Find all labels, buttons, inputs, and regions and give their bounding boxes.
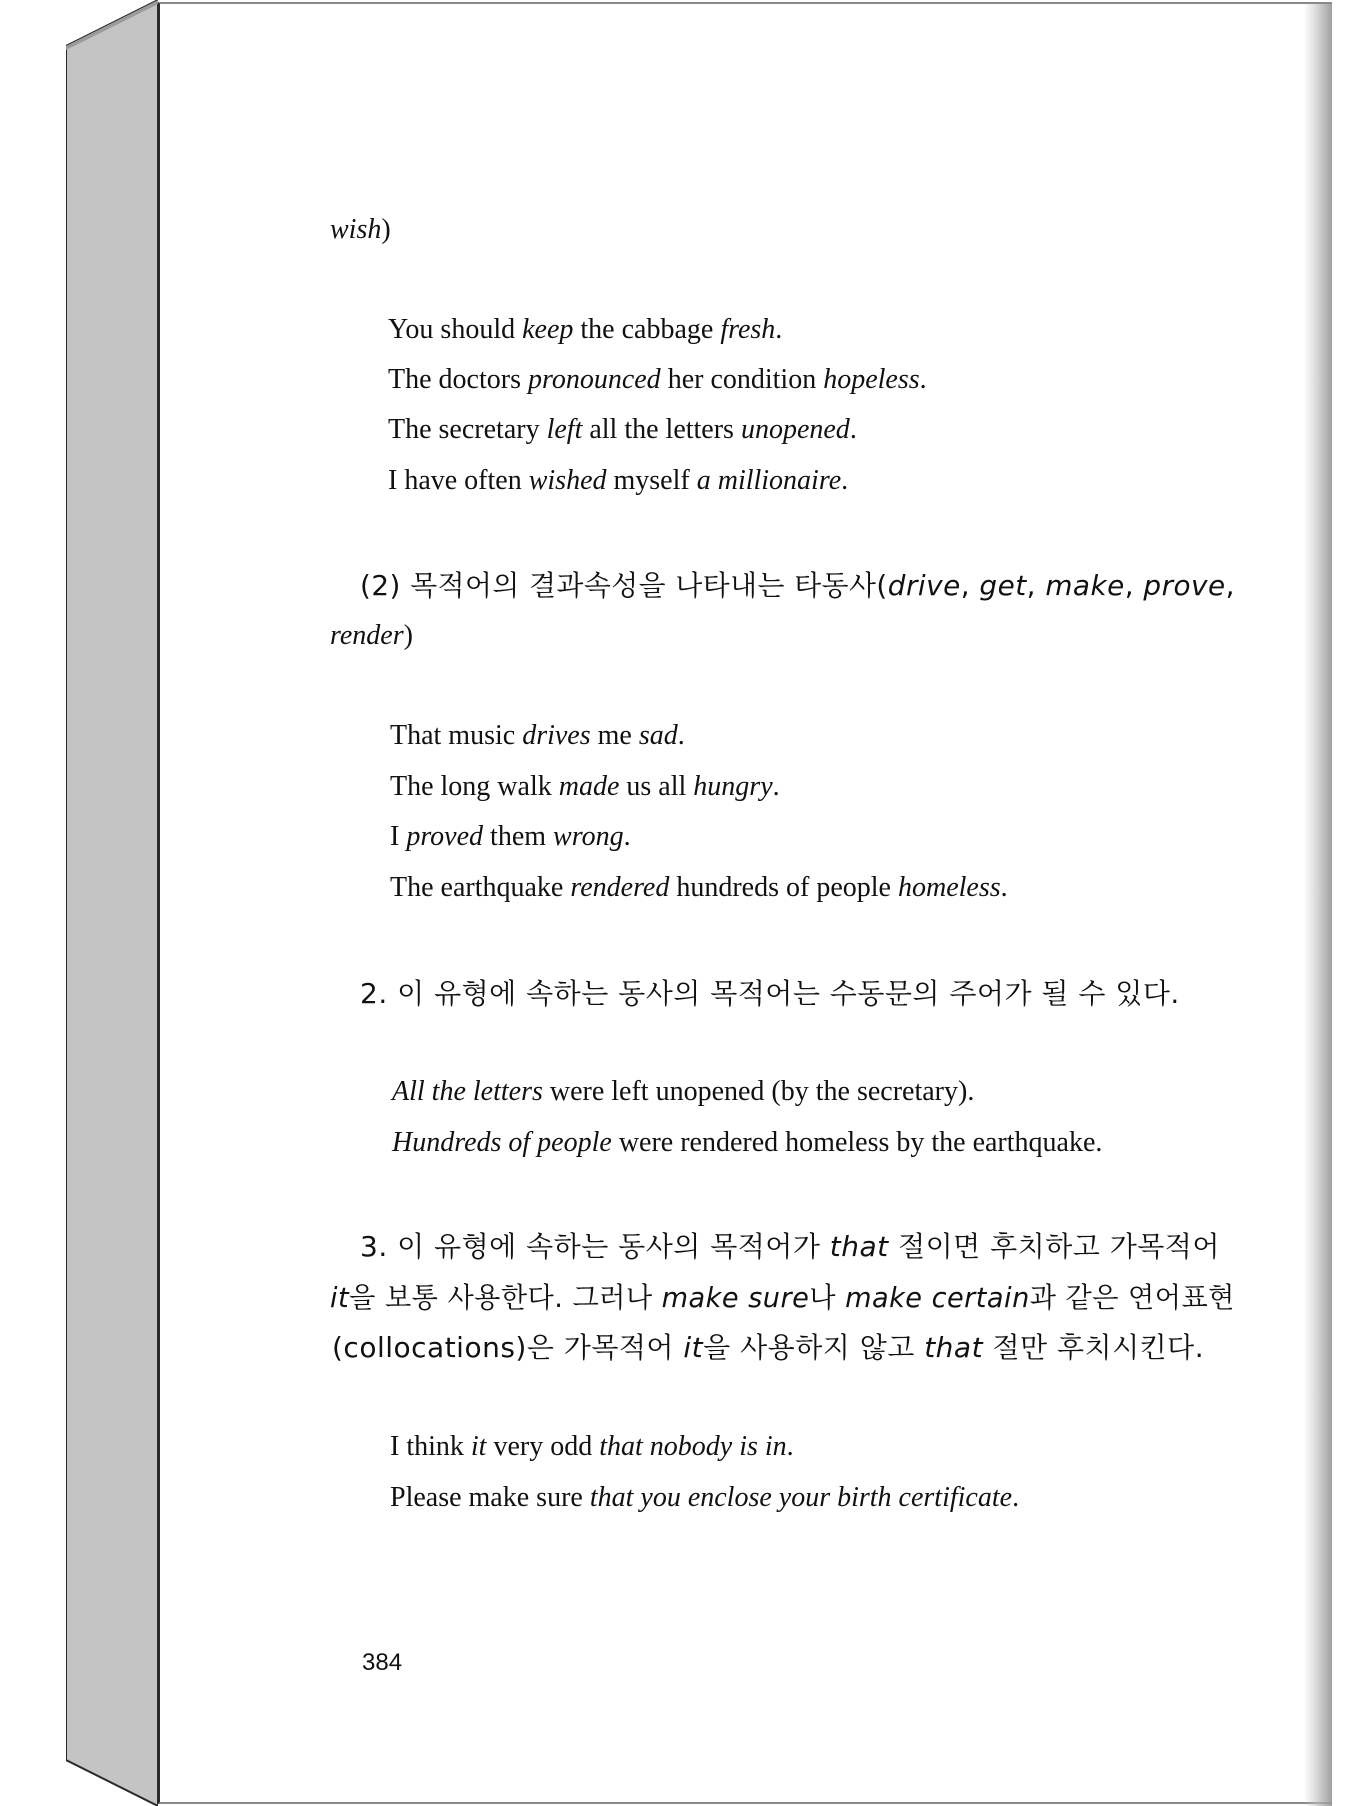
text-line [390,874,1008,902]
text-run: (2) 목적어의 결과속성을 나타내는 타동사( [360,569,888,602]
text-run: . [677,720,685,751]
text-run: very odd [486,1431,600,1462]
text-run: The earthquake [390,872,571,903]
italic-term: keep [522,314,574,345]
text-run: That music [390,720,523,751]
text-line [330,622,413,650]
italic-term: prove [1143,569,1226,602]
italic-term: that you enclose your birth certificate [589,1482,1013,1513]
italic-term: hungry [693,771,773,802]
text-run: , [1225,569,1235,602]
text-run: ) [403,620,413,651]
text-run: were left unopened (by the secretary). [542,1076,975,1107]
page-edge-shadow [1304,4,1332,1806]
text-run: 절만 후치시킨다. [983,1331,1205,1364]
text-run: . [786,1431,794,1462]
text-run: were rendered homeless by the earthquake. [611,1127,1103,1158]
book-page [158,2,1332,1804]
italic-term: hopeless [823,364,920,395]
text-run: (collocations)은 가목적어 [332,1331,684,1364]
text-run: . [919,364,927,395]
text-line [390,722,685,750]
text-line [390,1484,1019,1512]
italic-term: that [924,1331,984,1364]
italic-term: sad [638,720,678,751]
text-line [392,1129,1102,1157]
text-run: . [772,771,780,802]
text-run: . [623,821,631,852]
text-run: , [960,569,980,602]
italic-term: get [979,569,1027,602]
text-run: You should [388,314,523,345]
text-line [332,1331,1205,1364]
text-run: The doctors [388,364,528,395]
text-run: . [849,414,857,445]
text-line [390,823,631,851]
text-run: , [1026,569,1046,602]
text-run: 나 [809,1281,846,1314]
italic-term: wished [528,465,607,496]
text-run: the cabbage [573,314,721,345]
text-line [390,773,780,801]
text-run: us all [619,771,694,802]
text-run: ) [381,214,391,245]
text-run: hundreds of people [669,872,898,903]
text-line [388,366,927,394]
text-run: 을 보통 사용한다. 그러나 [349,1281,662,1314]
text-run: myself [606,465,697,496]
text-run: Please make sure [390,1482,590,1513]
text-run: I have often [388,465,529,496]
text-run: them [483,821,554,852]
italic-term: made [558,771,620,802]
text-run: . [841,465,849,496]
text-line [388,316,782,344]
text-line [392,1078,974,1106]
italic-term: a millionaire [696,465,842,496]
text-line [330,216,391,244]
italic-term: wrong [553,821,624,852]
italic-term: render [330,620,404,651]
page-number: 384 [362,1649,403,1676]
italic-term: proved [406,821,484,852]
text-line [388,467,848,495]
italic-term: drives [522,720,591,751]
text-run: I think [390,1431,471,1462]
text-line [330,1281,1235,1314]
text-run: The secretary [388,414,547,445]
italic-term: it [683,1331,704,1364]
italic-term: Hundreds of people [392,1127,612,1158]
text-line [360,977,1180,1010]
italic-term: unopened [740,414,850,445]
text-run: 을 사용하지 않고 [703,1331,925,1364]
italic-term: drive [887,569,961,602]
text-line [388,416,857,444]
text-line [360,1230,1220,1263]
italic-term: make [1045,569,1125,602]
italic-term: homeless [897,872,1001,903]
italic-term: make sure [661,1281,810,1314]
italic-term: rendered [570,872,670,903]
italic-term: All the letters [392,1076,543,1107]
text-line [390,1433,794,1461]
italic-term: left [546,414,583,445]
italic-term: make certain [845,1281,1030,1314]
text-run: 과 같은 연어표현 [1029,1281,1235,1314]
text-run: . [775,314,783,345]
text-run: 2. 이 유형에 속하는 동사의 목적어는 수동문의 주어가 될 수 있다. [360,977,1180,1010]
italic-term: it [330,1281,350,1314]
italic-term: that [829,1230,889,1263]
text-run: all the letters [582,414,741,445]
text-run: , [1124,569,1144,602]
text-run: . [1000,872,1008,903]
text-run: I [390,821,407,852]
italic-term: fresh [720,314,776,345]
text-run: . [1012,1482,1020,1513]
text-run: her condition [660,364,824,395]
text-run: 3. 이 유형에 속하는 동사의 목적어가 [360,1230,830,1263]
italic-term: it [470,1431,487,1462]
text-run: The long walk [390,771,559,802]
italic-term: pronounced [527,364,661,395]
text-run: 절이면 후치하고 가목적어 [888,1230,1220,1263]
text-line [360,569,1235,602]
text-run: me [590,720,639,751]
book-spine [66,0,158,1806]
italic-term: wish [330,214,382,245]
italic-term: that nobody is in [599,1431,787,1462]
